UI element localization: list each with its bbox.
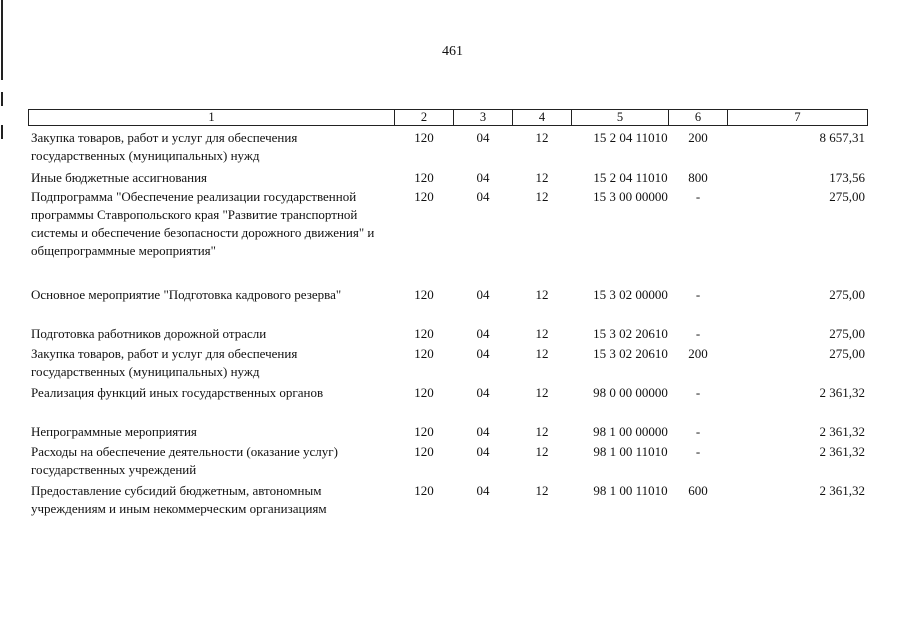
left-margin-rule [1, 0, 3, 80]
row-col-6: 200 [688, 130, 708, 145]
row-col-6: - [695, 326, 701, 341]
row-name: Иные бюджетные ассигнования [31, 170, 208, 185]
row-col-3: 04 [476, 483, 490, 498]
row-col-2: 120 [414, 130, 434, 145]
row-col-4: 12 [535, 130, 549, 145]
left-margin-mark [1, 125, 3, 139]
row-col-5: 98 1 00 11010 [593, 444, 668, 459]
row-col-7: 2 361,32 [819, 385, 865, 400]
row-col-6: 200 [688, 346, 708, 361]
row-col-3: 04 [476, 189, 490, 204]
row-col-6: - [695, 189, 701, 204]
page-number: 461 [442, 44, 463, 59]
header-cell: 3 [453, 109, 512, 126]
row-name: Расходы на обеспечение деятельности (оказание услуг) государственных учреждений [31, 444, 338, 477]
row-col-5: 15 3 02 20610 [593, 326, 668, 341]
row-col-2: 120 [414, 170, 434, 185]
row-col-3: 04 [476, 444, 490, 459]
row-col-7: 275,00 [829, 189, 865, 204]
row-col-3: 04 [476, 346, 490, 361]
row-col-4: 12 [535, 424, 549, 439]
row-col-4: 12 [535, 444, 549, 459]
row-col-3: 04 [476, 130, 490, 145]
row-col-2: 120 [414, 483, 434, 498]
row-col-4: 12 [535, 385, 549, 400]
left-margin-mark [1, 92, 3, 106]
row-col-4: 12 [535, 287, 549, 302]
row-col-6: - [695, 444, 701, 459]
row-col-7: 8 657,31 [819, 130, 865, 145]
row-col-6: 600 [688, 483, 708, 498]
row-col-2: 120 [414, 189, 434, 204]
row-name: Предоставление субсидий бюджетным, автономным учреждениям и иным некоммерческим организациям [31, 483, 327, 516]
header-cell: 2 [394, 109, 453, 126]
row-col-6: - [695, 287, 701, 302]
row-col-3: 04 [476, 424, 490, 439]
row-col-3: 04 [476, 287, 490, 302]
row-name: Подготовка работников дорожной отрасли [31, 326, 267, 341]
row-name: Закупка товаров, работ и услуг для обеспечения государственных (муниципальных) нужд [31, 346, 298, 379]
row-col-2: 120 [414, 326, 434, 341]
row-col-7: 2 361,32 [819, 483, 865, 498]
row-col-5: 15 3 00 00000 [593, 189, 668, 204]
row-col-6: - [695, 385, 701, 400]
row-name: Основное мероприятие "Подготовка кадрового резерва" [31, 287, 342, 302]
row-col-4: 12 [535, 326, 549, 341]
row-col-5: 15 3 02 00000 [593, 287, 668, 302]
row-col-2: 120 [414, 385, 434, 400]
row-col-4: 12 [535, 170, 549, 185]
row-col-5: 15 2 04 11010 [593, 130, 668, 145]
row-col-2: 120 [414, 444, 434, 459]
row-col-4: 12 [535, 189, 549, 204]
row-name: Закупка товаров, работ и услуг для обеспечения государственных (муниципальных) нужд [31, 130, 298, 163]
header-cell: 7 [727, 109, 868, 126]
row-col-5: 98 1 00 00000 [593, 424, 668, 439]
header-cell: 5 [571, 109, 668, 126]
row-col-3: 04 [476, 326, 490, 341]
row-col-6: 800 [688, 170, 708, 185]
row-col-3: 04 [476, 170, 490, 185]
row-col-7: 275,00 [829, 326, 865, 341]
header-cell: 1 [28, 109, 394, 126]
row-col-4: 12 [535, 483, 549, 498]
row-col-5: 98 0 00 00000 [593, 385, 668, 400]
header-cell: 4 [512, 109, 571, 126]
row-col-7: 275,00 [829, 346, 865, 361]
row-col-2: 120 [414, 346, 434, 361]
row-col-7: 173,56 [829, 170, 865, 185]
row-name: Реализация функций иных государственных органов [31, 385, 324, 400]
header-cell: 6 [668, 109, 727, 126]
row-col-5: 98 1 00 11010 [593, 483, 668, 498]
row-col-2: 120 [414, 424, 434, 439]
row-col-3: 04 [476, 385, 490, 400]
row-col-5: 15 3 02 20610 [593, 346, 668, 361]
row-col-7: 275,00 [829, 287, 865, 302]
row-name: Подпрограмма "Обеспечение реализации государственной программы Ставропольского края "Развитие транспортной системы и обеспечение безопасности дорожного движения" и общепрограммные мероприятия" [31, 189, 375, 258]
row-col-7: 2 361,32 [819, 444, 865, 459]
row-col-2: 120 [414, 287, 434, 302]
row-col-5: 15 2 04 11010 [593, 170, 668, 185]
row-col-4: 12 [535, 346, 549, 361]
row-col-6: - [695, 424, 701, 439]
row-col-7: 2 361,32 [819, 424, 865, 439]
row-name: Непрограммные мероприятия [31, 424, 197, 439]
